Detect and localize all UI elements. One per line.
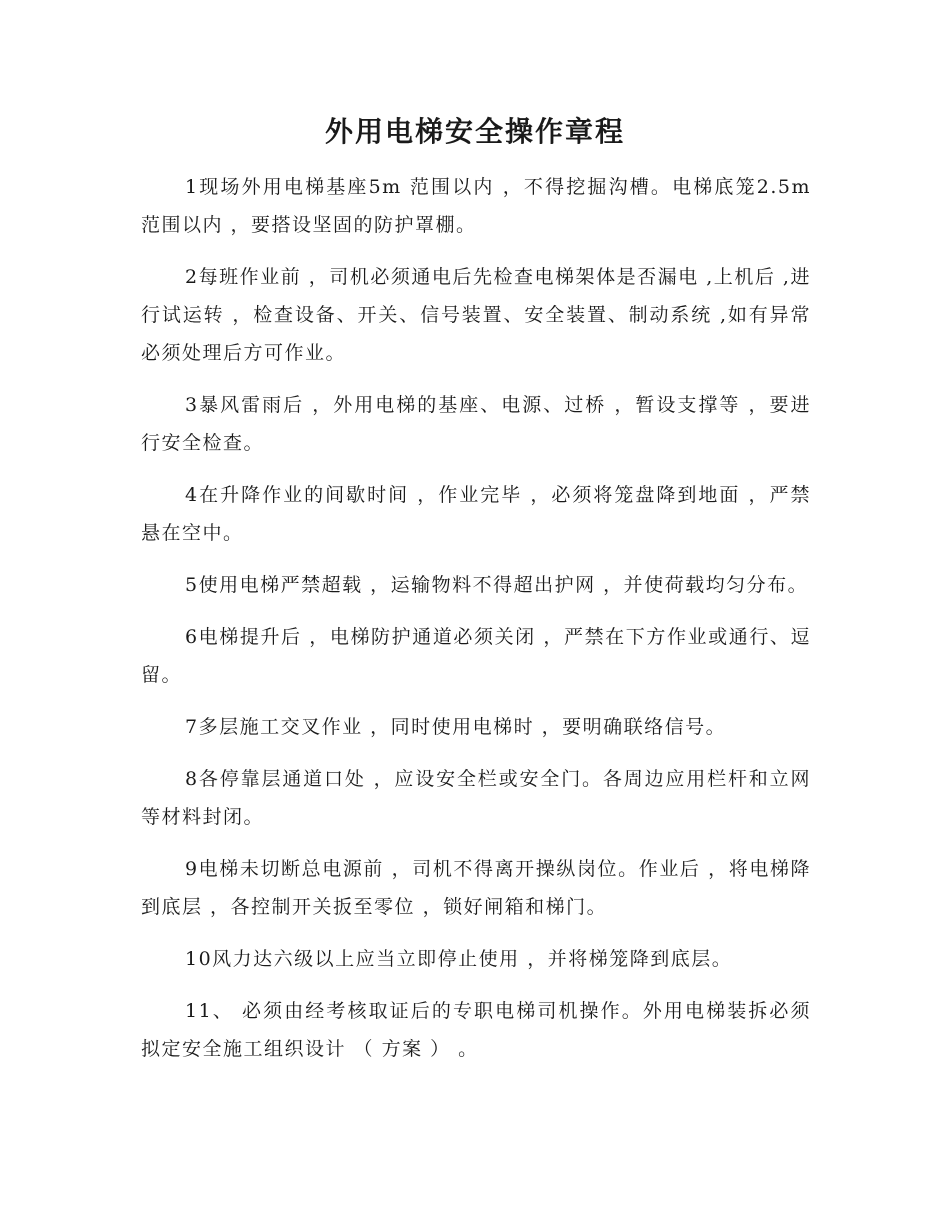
paragraph-9: 9电梯未切断总电源前 ，司机不得离开操纵岗位。作业后 ，将电梯降到底层 ，各控制开关扳至零位 ，锁好闸箱和梯门。	[141, 858, 811, 918]
paragraph-3: 3暴风雷雨后 ，外用电梯的基座、电源、过桥 ，暂设支撑等 ，要进行安全检查。	[141, 394, 811, 454]
paragraph-10: 10风力达六级以上应当立即停止使用 ，并将梯笼降到底层。	[185, 948, 733, 970]
paragraph-2: 2每班作业前 ，司机必须通电后先检查电梯架体是否漏电 ,上机后 ,进行试运转 ，检查设备、开关、信号装置、安全装置、制动系统 ,如有异常必须处理后方可作业。	[141, 266, 811, 364]
paragraph-7: 7多层施工交叉作业 ，同时使用电梯时 ，要明确联络信号。	[185, 716, 727, 738]
paragraph-4: 4在升降作业的间歇时间 ，作业完毕 ，必须将笼盘降到地面 ，严禁悬在空中。	[141, 484, 811, 544]
document-title: 外用电梯安全操作章程	[324, 115, 625, 148]
paragraph-5: 5使用电梯严禁超载 ，运输物料不得超出护网 ，并使荷载均匀分布。	[185, 574, 809, 596]
paragraph-11: 11、 必须由经考核取证后的专职电梯司机操作。外用电梯装拆必须拟定安全施工组织设计 （ 方案 ） 。	[141, 1000, 811, 1060]
paragraph-1: 1现场外用电梯基座5m 范围以内 ，不得挖掘沟槽。电梯底笼2.5m 范围以内 ，要搭设坚固的防护罩棚。	[141, 176, 811, 236]
paragraph-6: 6电梯提升后 ，电梯防护通道必须关闭 ，严禁在下方作业或通行、逗留。	[141, 626, 811, 686]
paragraph-8: 8各停靠层通道口处 ，应设安全栏或安全门。各周边应用栏杆和立网等材料封闭。	[141, 768, 811, 828]
document-body	[141, 168, 811, 1082]
